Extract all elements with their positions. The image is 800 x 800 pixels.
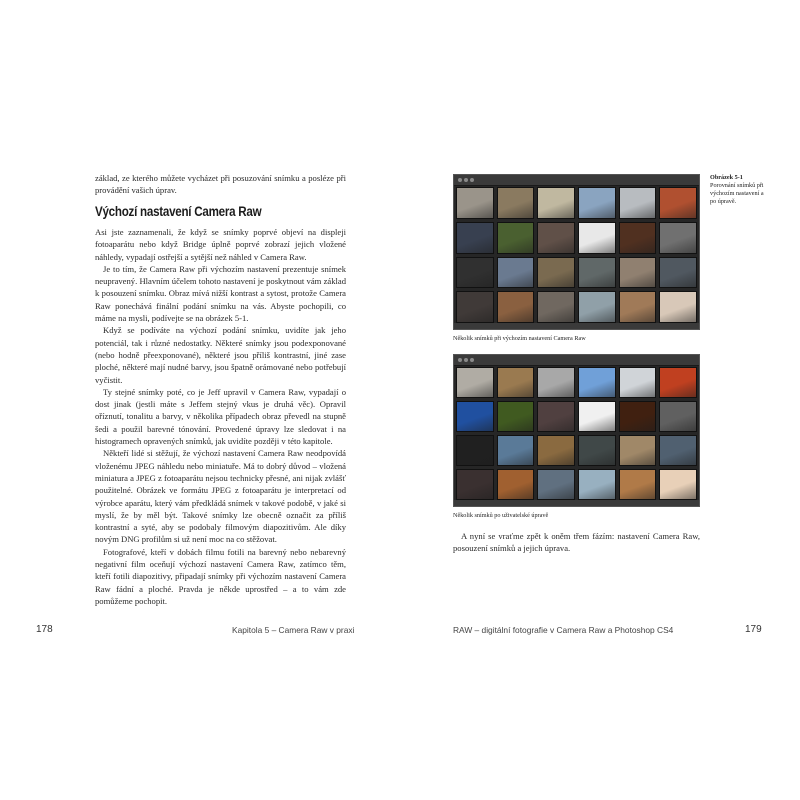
- thumbnail-grid: [456, 367, 697, 500]
- photo-thumbnail[interactable]: [659, 367, 697, 398]
- photo-thumbnail[interactable]: [659, 469, 697, 500]
- photo-thumbnail[interactable]: [497, 401, 535, 432]
- toolbar-dot-icon: [470, 178, 474, 182]
- running-head: RAW – digitální fotografie v Camera Raw a Photoshop CS4: [453, 625, 674, 635]
- figure-side-caption: [710, 174, 770, 206]
- photo-thumbnail[interactable]: [578, 257, 616, 289]
- photo-thumbnail[interactable]: [578, 401, 616, 432]
- photo-thumbnail[interactable]: [619, 291, 657, 323]
- section-heading: Výchozí nastavení Camera Raw: [95, 204, 262, 219]
- photo-thumbnail[interactable]: [497, 291, 535, 323]
- photo-thumbnail[interactable]: [619, 401, 657, 432]
- photo-thumbnail[interactable]: [456, 435, 494, 466]
- caption-top: Několik snímků při výchozím nastavení Camera Raw: [453, 335, 586, 342]
- toolbar-dot-icon: [458, 358, 462, 362]
- paragraph: Ty stejné snímky poté, co je Jeff upravil v Camera Raw, vypadají o dost jinak (jestli máte s Jeffem stejný vkus je druhá věc). Opravil oříznutí, tonalitu a barvy, v několika případech obraz převedl na stupně šedi a použil barevné tónování. Provedené úpravy lze sledovat i na histogramech opravených snímků, jak uvidíte později v této kapitole.: [95, 386, 346, 447]
- status-bar: [454, 500, 699, 506]
- photo-thumbnail[interactable]: [497, 435, 535, 466]
- photo-thumbnail[interactable]: [497, 187, 535, 219]
- right-page: [400, 0, 800, 800]
- photo-thumbnail[interactable]: [537, 367, 575, 398]
- paragraph: Když se podíváte na výchozí podání snímku, uvidíte jak jeho potenciál, tak i různé nedostatky. Některé snímky jsou podexponované (nebo hodně přeexponované), některé jsou příliš kontrastní, jiné zase ploché, některé mají nudné barvy, jsou špatně orámované nebo potřebují vyčistit.: [95, 325, 346, 385]
- photo-thumbnail[interactable]: [456, 257, 494, 289]
- page-number: 179: [745, 624, 762, 635]
- photo-thumbnail[interactable]: [537, 401, 575, 432]
- photo-thumbnail[interactable]: [578, 222, 616, 254]
- toolbar: [454, 175, 699, 186]
- photo-thumbnail[interactable]: [456, 367, 494, 398]
- left-page-body: [95, 226, 346, 607]
- photo-thumbnail[interactable]: [456, 401, 494, 432]
- caption-bottom: Několik snímků po uživatelské úpravě: [453, 512, 549, 519]
- photo-thumbnail[interactable]: [537, 222, 575, 254]
- photo-thumbnail[interactable]: [619, 435, 657, 466]
- page-number: 178: [36, 624, 53, 635]
- photo-thumbnail[interactable]: [659, 222, 697, 254]
- photo-thumbnail[interactable]: [578, 367, 616, 398]
- photo-thumbnail[interactable]: [456, 187, 494, 219]
- paragraph: Je to tím, že Camera Raw při výchozím nastavení prezentuje snímek neupravený. Hlavním účelem tohoto nastavení je poskytnout vám základ k posouzení snímku. Obraz mívá nižší kontrast a sytost, protože Camera Raw ponechává finální podání snímku na vás. Abyste pochopili, co máme na mysli, podívejte se na obrázek 5-1.: [95, 263, 346, 324]
- photo-thumbnail[interactable]: [659, 187, 697, 219]
- paragraph: Fotografové, kteří v dobách filmu fotili na barevný nebo nebarevný negativní film oceňují výchozí nastavení Camera Raw, zatímco těm, kteří fotili diapozitivy, připadají snímky při výchozím nastavení Camera Raw fádní a ploché. Pravda je někde uprostřed – a to vám zde pomůžeme pochopit.: [95, 546, 346, 606]
- toolbar-dot-icon: [464, 178, 468, 182]
- running-head: Kapitola 5 – Camera Raw v praxi: [232, 625, 355, 635]
- photo-thumbnail[interactable]: [537, 187, 575, 219]
- status-bar: [454, 323, 699, 329]
- photo-thumbnail[interactable]: [619, 222, 657, 254]
- photo-thumbnail[interactable]: [659, 291, 697, 323]
- photo-thumbnail[interactable]: [578, 187, 616, 219]
- photo-thumbnail[interactable]: [619, 257, 657, 289]
- photo-thumbnail[interactable]: [537, 291, 575, 323]
- paragraph: Asi jste zaznamenali, že když se snímky poprvé objeví na displeji fotoaparátu nebo když Bridge úplně poprvé zobrazí jejich vložené náhledy, vypadají ostřejší a sytější než náhled v Camera Raw.: [95, 227, 346, 262]
- toolbar: [454, 355, 699, 366]
- photo-thumbnail[interactable]: [456, 291, 494, 323]
- paragraph: Někteří lidé si stěžují, že výchozí nastavení Camera Raw neodpovídá vloženému JPEG náhledu nebo miniatuře. Má to dobrý důvod – vložená miniatura a JPEG z fotoaparátu nejsou technicky přesné, ani nijak zvlášť použitelné. Obrázek ve formátu JPEG z fotoaparátu je interpretací od výrobce aparátu, který vám předkládá snímek v takové podobě, v jaké si myslí, že by měl být. Takové snímky lze obecně označit za příliš kontrastní a syté, aby se podobaly filmovým diapozitivům. Ale díky novým DNG profilům si už není moc na co stěžovat.: [95, 448, 346, 545]
- photo-thumbnail[interactable]: [497, 367, 535, 398]
- photo-thumbnail[interactable]: [497, 469, 535, 500]
- left-page-text: [95, 172, 346, 197]
- paragraph: A nyní se vraťme zpět k oněm třem fázím: nastavení Camera Raw, posouzení snímků a jejich úprava.: [453, 531, 700, 554]
- photo-thumbnail[interactable]: [578, 435, 616, 466]
- photo-thumbnail[interactable]: [456, 222, 494, 254]
- photo-thumbnail[interactable]: [578, 469, 616, 500]
- bridge-screenshot-default: [453, 174, 700, 330]
- photo-thumbnail[interactable]: [659, 257, 697, 289]
- photo-thumbnail[interactable]: [497, 222, 535, 254]
- toolbar-dot-icon: [458, 178, 462, 182]
- paragraph-continuation: základ, ze kterého můžete vycházet při posuzování snímku a posléze při provádění vašich úprav.: [95, 173, 346, 196]
- figure-label: Obrázek 5-1: [710, 174, 743, 181]
- toolbar-dot-icon: [470, 358, 474, 362]
- photo-thumbnail[interactable]: [659, 435, 697, 466]
- photo-thumbnail[interactable]: [537, 469, 575, 500]
- photo-thumbnail[interactable]: [497, 257, 535, 289]
- right-page-body: [453, 530, 700, 555]
- photo-thumbnail[interactable]: [578, 291, 616, 323]
- photo-thumbnail[interactable]: [537, 257, 575, 289]
- photo-thumbnail[interactable]: [619, 469, 657, 500]
- toolbar-dot-icon: [464, 358, 468, 362]
- bridge-screenshot-edited: [453, 354, 700, 507]
- photo-thumbnail[interactable]: [619, 187, 657, 219]
- photo-thumbnail[interactable]: [456, 469, 494, 500]
- photo-thumbnail[interactable]: [537, 435, 575, 466]
- figure-description: Porovnání snímků při výchozím nastavení a po úpravě.: [710, 182, 764, 205]
- thumbnail-grid: [456, 187, 697, 323]
- photo-thumbnail[interactable]: [659, 401, 697, 432]
- photo-thumbnail[interactable]: [619, 367, 657, 398]
